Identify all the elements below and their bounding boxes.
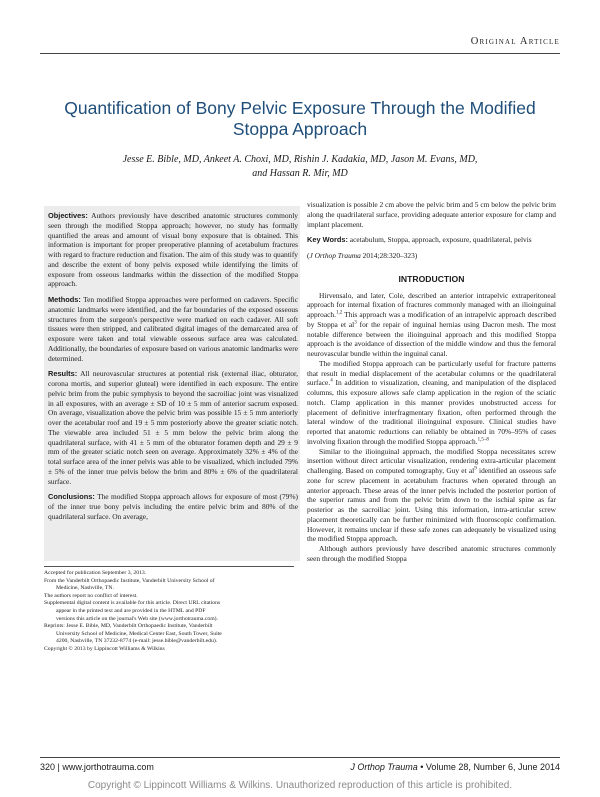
conclusions-text: The modified Stoppa approach allows for exposure of most (79%) of the inner true bony pelvis including the entire pelvic brim and 80% of the quadrilateral surface. On average,	[48, 492, 298, 521]
footnote-line: versions this article on the journal's Web site (www.jorthotrauma.com).	[56, 615, 218, 622]
footnote-line: University School of Medicine, Medical Center East, South Tower, Suite	[56, 630, 222, 637]
footnote-line: Medicine, Nashville, TN.	[56, 585, 114, 592]
footnote-rule	[44, 566, 294, 567]
results-text: All neurovascular structures at potential risk (external iliac, obturator, corona mortis, and superior gluteal) were identified in each exposure. The entire pelvic brim from the pubic symphysis to beyond the sacroiliac joint was visualized in all exposures, with an average ± SD of 10 ± 5 mm of anterior sacrum exposed. On average, visualization above the pelvic brim was possible 15 ± 5 mm anteriorly over the acetabular roof and 19 ± 5 mm posteriorly above the greater sciatic notch. The viewable area included 51 ± 5 mm below the pelvic brim along the quadrilateral surface, with 41 ± 5 mm of the obturator foramen depth and 29 ± 9 mm of the greater sciatic notch seen on average. Approximately 32% ± 4% of the total surface area of the inner pelvis was able to be visualized, which included 79% ± 5% of the inner true pelvis below the brim and 80% ± 6% of the quadrilateral surface.	[48, 369, 298, 486]
abstract-continued: visualization is possible 2 cm above the pelvic brim and 5 cm below the pelvic brim along the quadrilateral surface, providing adequate anterior exposure for clamp and implant placement.	[307, 200, 556, 229]
footnote-line: The authors report no conflict of interest.	[44, 592, 138, 599]
reference-mark: 1,5–8	[477, 437, 489, 443]
footer-separator: |	[57, 762, 63, 772]
abstract-objectives	[48, 211, 298, 289]
conclusions-label: Conclusions:	[48, 492, 95, 502]
author-list	[60, 153, 540, 181]
methods-label: Methods:	[48, 295, 81, 304]
objectives-text: Authors previously have described anatomic structures commonly seen through the modified Stoppa approach; however, no study has formally quantified the areas and amount of visual bony exposure that is obtained. This information is important for proper preoperative planning of acetabulum fractures with regard to fracture reduction and fixation. The aim of this study was to quantify and describe the extent of bony pelvis exposed while identifying the limits of exposure from osseous landmarks within the dissection of the modified Stoppa approach.	[48, 211, 298, 289]
footnote-line: 4200, Nashville, TN 37232-8774 (e-mail: jesse.bible@vanderbilt.edu).	[56, 638, 218, 645]
citation-open: (	[307, 251, 310, 260]
footer-issue: Volume 28, Number 6, June 2014	[425, 762, 560, 772]
methods-text: Ten modified Stoppa approaches were performed on cadavers. Specific anatomic landmarks were identified, and the far boundaries of the exposed osseous structures from the surgeon's perspective were marked on each cadaver. All soft tissues were then stripped, and calibrated digital images of the demarcated area of exposure were taken and total viewable osseous surface area was calculated. Additionally, the boundaries of exposure based on various anatomic landmarks were determined.	[48, 295, 298, 363]
copyright-notice: Copyright © Lippincott Williams & Wilkins. Unauthorized reproduction of this article is prohibited.	[87, 780, 513, 791]
keywords	[307, 235, 556, 245]
footnote-line: Supplemental digital content is available for this article. Direct URL citations	[44, 600, 221, 607]
intro-paragraph: The modified Stoppa approach can be particularly useful for fracture patterns that result in medial displacement of the acetabular columns or the quadrilateral surface.$^4$ In addition to visualization, cleaning, and manipulation of the displaced columns, this exposure allows safe clamp application in the region of the sciatic notch. Clamp application in this manner provides unobstructed access for placement of definitive interfragmentary fixation, often performed through the lateral window of the traditional ilioinguinal exposure. Clinical studies have reported that anatomic reductions can reliably be obtained in 70%–95% of cases involving fixation through the modified Stoppa approach.$^{1,5-8}$	[307, 358, 556, 446]
footnote-line: appear in the printed text and are provided in the HTML and PDF	[56, 607, 206, 614]
journal-website-link[interactable]: www.jorthotrauma.com	[62, 762, 154, 772]
citation-rest: 2014;28:320–323)	[360, 251, 418, 260]
footnote-line: From the Vanderbilt Orthopaedic Institute, Vanderbilt University School of	[44, 577, 215, 584]
objectives-label: Objectives:	[48, 211, 88, 220]
results-label: Results:	[48, 369, 78, 379]
author-line: Jesse E. Bible, MD, Ankeet A. Choxi, MD, Rishin J. Kadakia, MD, Jason M. Evans, MD,	[122, 154, 478, 165]
intro-paragraph: Although authors previously have described anatomic structures commonly seen through the modified Stoppa	[307, 544, 556, 563]
introduction-heading: INTRODUCTION	[398, 273, 465, 284]
footer-right	[350, 762, 560, 772]
page-number: 320	[40, 762, 56, 772]
section-label: Original Article	[470, 36, 560, 47]
reference-mark: 1,2	[335, 310, 343, 316]
abstract-column	[48, 211, 298, 528]
article-title: Quantification of Bony Pelvic Exposure Through the Modified Stoppa Approach	[64, 98, 536, 139]
keywords-label: Key Words:	[307, 235, 348, 245]
footer-bullet: •	[420, 762, 426, 772]
reference-mark: 3	[354, 320, 357, 326]
intro-paragraph: Hirvensalo, and later, Cole, described an anterior intrapelvic extraperitoneal approach for internal fixation of fractures commonly managed with an ilioinguinal approach.$^{1,2}$ This approach was a modification of an intrapelvic approach described by Stoppa et $al^3$ for the repair of inguinal hernias using Dacron mesh. The most notable difference between the ilioinguinal approach and this modified Stoppa approach is the avoidance of dissection of the middle window and thus the femoral neurovascular bundle within the inguinal canal.	[307, 290, 556, 358]
right-column	[307, 200, 556, 564]
abstract-methods	[48, 295, 298, 363]
reference-mark: 9	[474, 466, 477, 472]
footer-journal: J Orthop Trauma	[350, 762, 418, 772]
footnote-line: Accepted for publication September 3, 2013.	[44, 570, 147, 576]
introduction-body	[307, 291, 556, 564]
header-rule	[40, 53, 560, 54]
footer-left	[40, 762, 154, 772]
citation	[307, 251, 556, 261]
abstract-results	[48, 369, 298, 486]
footer-rule	[40, 757, 560, 758]
footnote-line: Reprints: Jesse E. Bible, MD, Vanderbilt Orthopaedic Institute, Vanderbilt	[44, 623, 213, 630]
citation-journal: J Orthop Trauma	[309, 251, 361, 260]
reference-mark: 4	[330, 378, 333, 384]
intro-paragraph: Similar to the ilioinguinal approach, the modified Stoppa necessitates screw insertion without direct articular visualization, rendering extra-articular placement challenging. Based on computed tomography, Guy et $al^9$ identified an osseous safe zone for screw placement in acetabulum fractures when operated through an anterior approach. These areas of the inner pelvis included the posterior portion of the superior ramus and from the pelvic brim down to the ischial spine as far posterior as the sacroiliac joint. Using this information, intra-articular screw placement theoretically can be further minimized with fluoroscopic confirmation. However, it remains unclear if these safe zones can adequately be visualized using the modified Stoppa approach.	[307, 446, 556, 544]
footnotes	[44, 570, 299, 654]
abstract-conclusions	[48, 492, 298, 521]
author-line: and Hassan R. Mir, MD	[252, 168, 348, 179]
footnote-line: Copyright © 2013 by Lippincott Williams & Wilkins	[44, 645, 165, 652]
keywords-text: acetabulum, Stoppa, approach, exposure, quadrilateral, pelvis	[349, 235, 532, 245]
